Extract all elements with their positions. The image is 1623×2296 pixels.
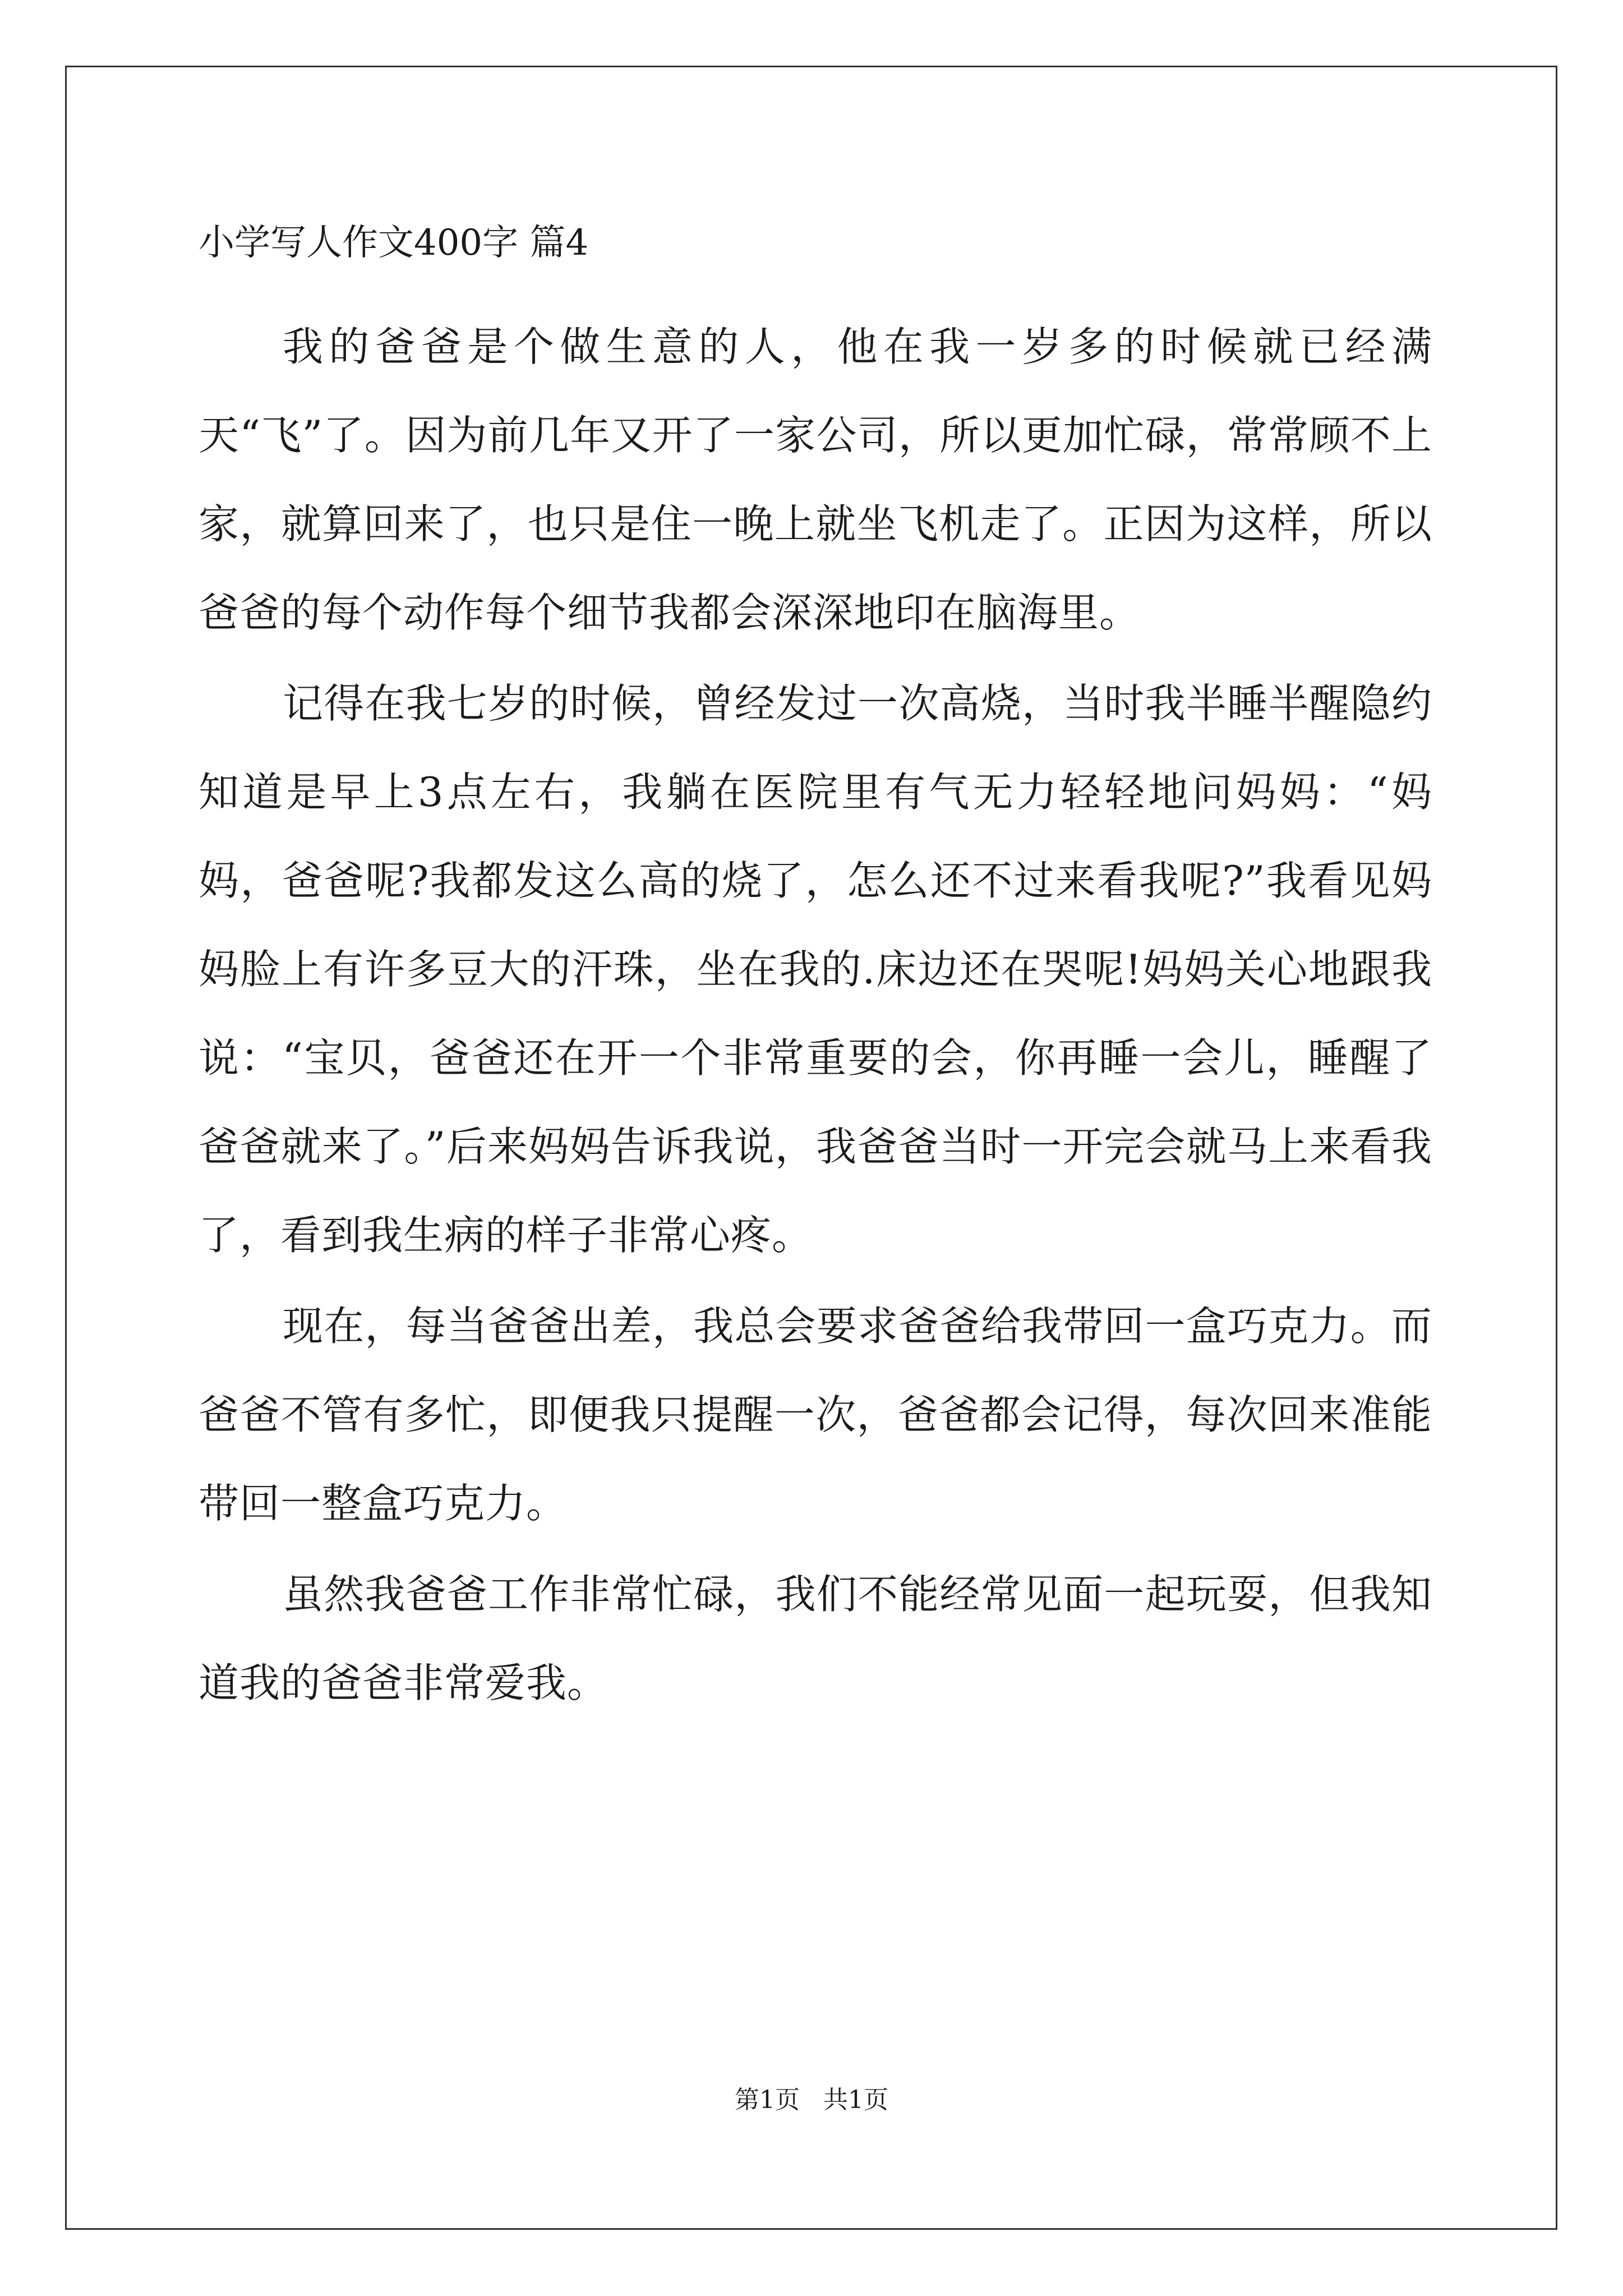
paragraph-4: 虽然我爸爸工作非常忙碌，我们不能经常见面一起玩耍，但我知道我的爸爸非常爱我。 (199, 1571, 1432, 1706)
paragraph-3: 现在，每当爸爸出差，我总会要求爸爸给我带回一盒巧克力。而爸爸不管有多忙，即便我只提醒一次，爸爸都会记得，每次回来准能带回一整盒巧克力。 (199, 1303, 1432, 1527)
document-body (199, 216, 1432, 1729)
document-title: 小学写人作文400字 篇4 (199, 222, 589, 264)
page-number-footer: 第1页 共1页 (735, 2086, 888, 2114)
paragraph-2: 记得在我七岁的时候，曾经发过一次高烧，当时我半睡半醒隐约知道是早上3点左右，我躺在医院里有气无力轻轻地问妈妈：“妈妈，爸爸呢?我都发这么高的烧了，怎么还不过来看我呢?”我看见妈妈脸上有许多豆大的汗珠，坐在我的.床边还在哭呢!妈妈关心地跟我说：“宝贝，爸爸还在开一个非常重要的会，你再睡一会儿，睡醒了爸爸就来了。”后来妈妈告诉我说，我爸爸当时一开完会就马上来看我了，看到我生病的样子非常心疼。 (199, 680, 1432, 1259)
paragraph-1: 我的爸爸是个做生意的人，他在我一岁多的时候就已经满天“飞”了。因为前几年又开了一家公司，所以更加忙碌，常常顾不上家，就算回来了，也只是住一晚上就坐飞机走了。正因为这样，所以爸爸的每个动作每个细节我都会深深地印在脑海里。 (199, 323, 1432, 636)
